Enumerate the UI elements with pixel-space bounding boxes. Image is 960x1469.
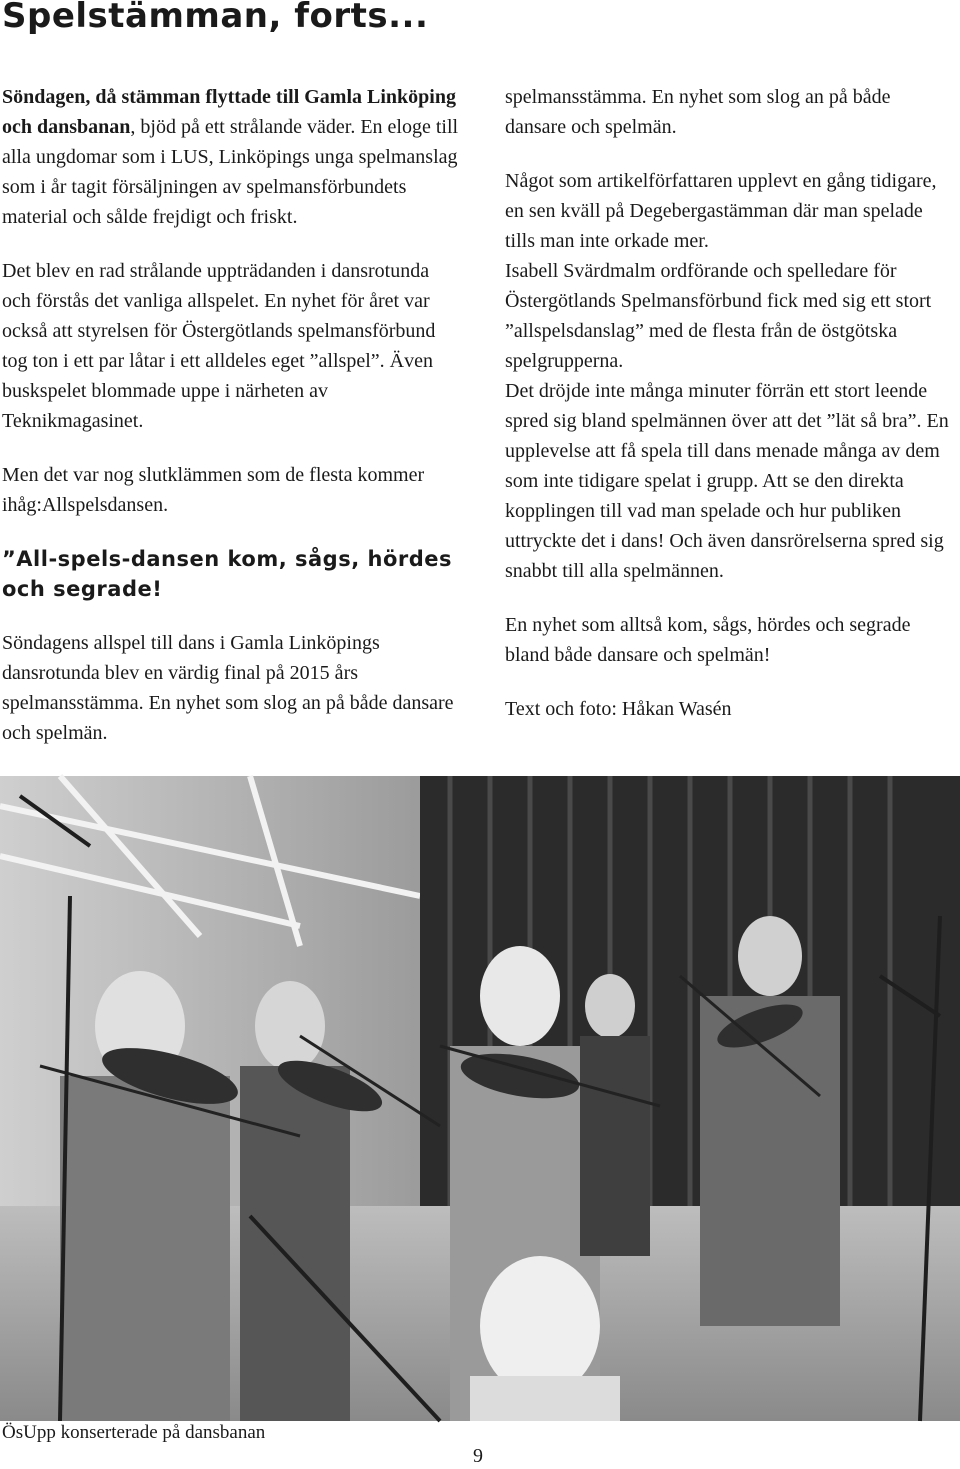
paragraph-smile: Det dröjde inte många minuter förrän ett stort leende spred sig bland spelmännen över att det ”lät så bra”. En upplevelse att få spela till dans menade många av dem som inte tidigare spelat i grupp. Att se den direkta kopplingen till vad man spelade och hur publiken uttryckte det i dans! Och även dansrörelserna spred sig snabbt till alla spelmännen.	[505, 380, 949, 582]
lead-paragraph	[2, 82, 462, 232]
child-head	[480, 1256, 600, 1396]
article-column-right	[505, 82, 955, 748]
byline: Text och foto: Håkan Wasén	[505, 698, 732, 720]
child-body	[470, 1376, 620, 1421]
lead-rest-text: , bjöd på ett strålande väder. En eloge till alla ungdomar som i LUS, Linköpings unga spelmanslag som i år tagit försäljningen av spelmansförbundets material och sålde frejdigt och friskt.	[2, 116, 459, 228]
paragraph-performances: Det blev en rad strålande uppträdanden i dansrotunda och förstås det vanliga allspelet. En nyhet för året var också att styrelsen för Östergötlands spelmansförbund tog ton i ett par låtar i ett alldeles eget ”allspel”. Även buskspelet blommade uppe i närheten av Teknikmagasinet.	[2, 260, 436, 432]
page-number: 9	[473, 1445, 483, 1467]
paragraph-sunday-continued: spelmansstämma. En nyhet som slog an på både dansare och spelmän.	[505, 86, 891, 138]
page-title: Spelstämman, forts...	[2, 0, 429, 36]
article-column-left	[2, 82, 462, 744]
photo-caption: ÖsUpp konserterade på dansbanan	[2, 1422, 266, 1443]
paragraph-isabell: Isabell Svärdmalm ordförande och spelledare för Östergötlands Spelmansförbund fick med sig ett stort ”allspelsdanslag” med de flesta från de östgötska spelgrupperna.	[505, 260, 932, 372]
paragraph-summary: En nyhet som alltså kom, sågs, hördes och segrade bland både dansare och spelmän!	[505, 614, 911, 666]
paragraph-final: Men det var nog slutklämmen som de flesta kommer ihåg:Allspelsdansen.	[2, 464, 425, 516]
band-photo	[0, 776, 960, 1421]
lead-bold-text: Söndagen, då stämman flyttade till Gamla Linköping och dansbanan	[2, 86, 456, 138]
highlight-quote: ”All-spels-dansen kom, sågs, hördes och segrade!	[2, 547, 453, 601]
paragraph-degeberga: Något som artikelförfattaren upplevt en gång tidigare, en sen kväll på Degebergastämman där man spelade tills man inte orkade mer.	[505, 170, 937, 252]
paragraph-sunday: Söndagens allspel till dans i Gamla Linköpings dansrotunda blev en värdig final på 2015 års spelmansstämma. En nyhet som slog an på både dansare och spelmän.	[2, 632, 454, 744]
